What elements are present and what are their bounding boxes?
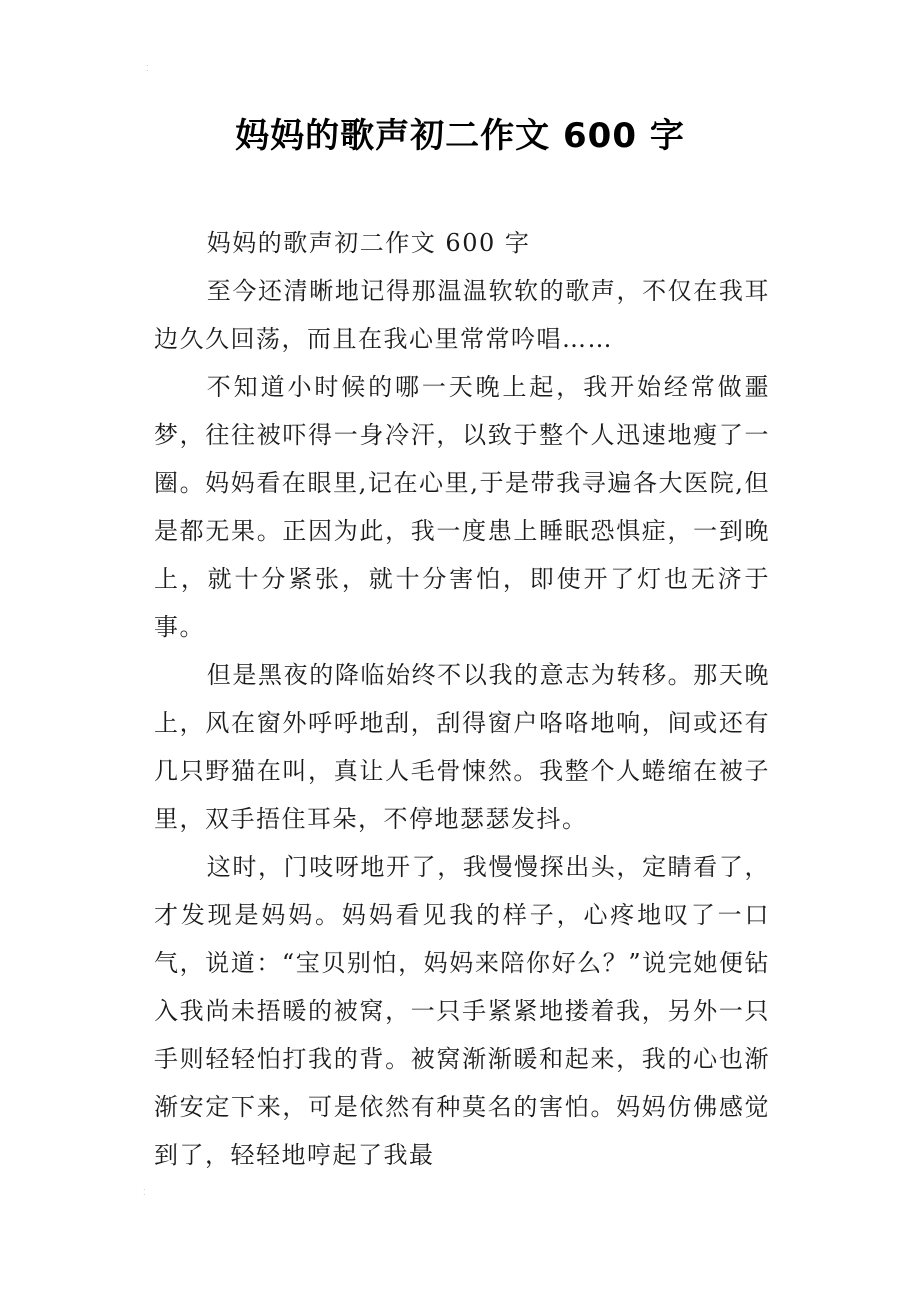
paragraph-2: 不知道小时候的哪一天晚上起，我开始经常做噩梦，往往被吓得一身冷汗，以致于整个人迅速地瘦了一圈。妈妈看在眼里,记在心里,于是带我寻遍各大医院,但是都无果。正因为此，我一度患上睡眠恐惧症，一到晚上，就十分紧张，就十分害怕，即使开了灯也无济于事。 bbox=[154, 373, 770, 641]
scan-mark-top: ⁚ bbox=[146, 64, 149, 73]
paragraph-4: 这时，门吱呀地开了，我慢慢探出头，定睛看了，才发现是妈妈。妈妈看见我的样子，心疼地叹了一口气，说道：“宝贝别怕，妈妈来陪你好么？”说完她便钻入我尚未捂暖的被窝，一只手紧紧地搂着我，另外一只手则轻轻怕打我的背。被窝渐渐暖和起来，我的心也渐渐安定下来，可是依然有种莫名的害怕。妈妈仿佛感觉到了，轻轻地哼起了我最 bbox=[154, 853, 770, 1169]
paragraph-3: 但是黑夜的降临始终不以我的意志为转移。那天晚上，风在窗外呼呼地刮，刮得窗户咯咯地响，间或还有几只野猫在叫，真让人毛骨悚然。我整个人蜷缩在被子里，双手捂住耳朵，不停地瑟瑟发抖。 bbox=[154, 661, 770, 833]
document-title: 妈妈的歌声初二作文 600 字 bbox=[235, 116, 685, 156]
scan-mark-bottom: ⁚ bbox=[143, 1188, 146, 1197]
paragraph-1: 至今还清晰地记得那温温软软的歌声，不仅在我耳边久久回荡，而且在我心里常常吟唱…… bbox=[154, 277, 770, 353]
paragraph-subtitle: 妈妈的歌声初二作文 600 字 bbox=[206, 229, 531, 257]
document-body bbox=[154, 219, 770, 1179]
